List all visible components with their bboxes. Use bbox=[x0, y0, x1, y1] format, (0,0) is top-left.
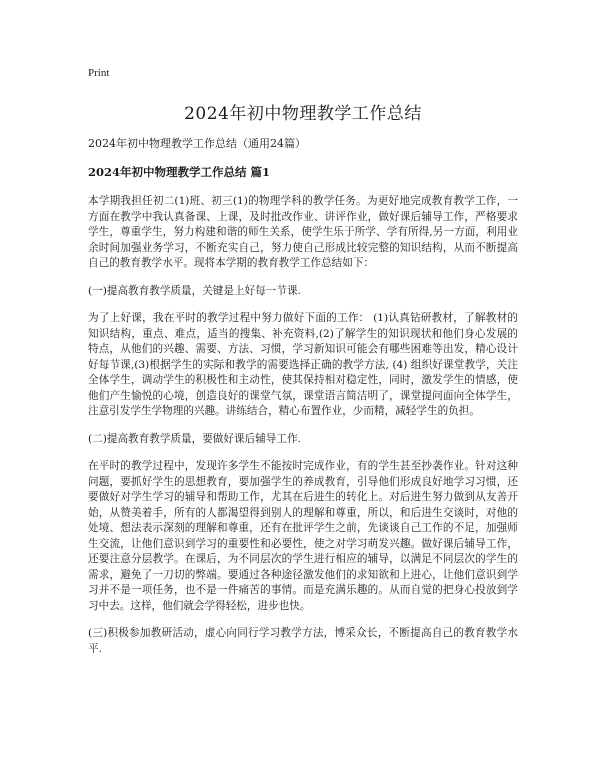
paragraph-point-2-heading: (二)提高教育教学质量，要做好课后辅导工作. bbox=[88, 432, 301, 445]
document-title: 2024年初中物理教学工作总结 bbox=[184, 104, 422, 124]
paragraph-point-2-body: 在平时的教学过程中，发现许多学生不能按时完成作业，有的学生甚至抄袭作业。针对这种问题，要抓好学生的思想教育，要加强学生的养成教育，引导他们形成良好地学习习惯，还要做好对学生学习的辅导和帮助工作，尤其在后进生的转化上。对后进生努力做到从友善开始，从赞美着手，所有的人都渴望得到别人的理解和尊重，所以，和后进生交谈时，对他的处境、想法表示深刻的理解和尊重，还有在批评学生之前，先谈谈自己工作的不足，加强师生交流，让他们意识到学习的重要性和必要性，使之对学习萌发兴趣。做好课后辅导工作，还要注意分层教学。在课后，为不同层次的学生进行相应的辅导，以满足不同层次的学生的需求，避免了一刀切的弊端。要通过各种途径激发他们的求知欲和上进心，让他们意识到学习并不是一项任务，也不是一件痛苦的事情。而是充满乐趣的。从而自觉的把身心投放到学习中去。这样，他们就会学得轻松，进步也快。 bbox=[88, 460, 518, 612]
document-subtitle: 2024年初中物理教学工作总结（通用24篇） bbox=[88, 137, 306, 150]
paragraph-point-3-heading: (三)积极参加教研活动，虚心向同行学习教学方法，博采众长，不断提高自己的教育教学水平. bbox=[88, 627, 518, 655]
paragraph-point-1-heading: (一)提高教育教学质量，关键是上好每一节课. bbox=[88, 284, 301, 297]
paragraph-point-1-body: 为了上好课，我在平时的教学过程中努力做好下面的工作： (1)认真钻研教材，了解教材的知识结构，重点、难点，适当的搜集、补充资料,(2)了解学生的知识现状和他们身心发展的特点，从他们的兴趣、需要、方法、习惯，学习新知识可能会有哪些困难等出发，精心设计好每节课,(3)根据学生的实际和教学的需要选择正确的教学方法, (4) 组织好课堂教学，关注全体学生，调动学生的积极性和主动性，使其保持相对稳定性，同时，激发学生的情感，使他们产生愉悦的心境，创造良好的课堂气氛，课堂语言简洁明了，课堂提问面向全体学生，注意引发学生学物理的兴趣。讲练结合，精心布置作业，少而精，减轻学生的负担。 bbox=[88, 312, 518, 417]
document-page bbox=[88, 66, 518, 657]
paragraph-intro: 本学期我担任初二(1)班、初三(1)的物理学科的教学任务。为更好地完成教育教学工作，一方面在教学中我认真备课、上课，及时批改作业、讲评作业，做好课后辅导工作，严格要求学生，尊重学生，努力构建和谐的师生关系，使学生乐于所学、学有所得,另一方面，利用业余时间加强业务学习，不断充实自己，努力使自己形成比较完整的知识结构，从而不断提高自己的教育教学水平。现将本学期的教育教学工作总结如下： bbox=[88, 195, 518, 269]
section-heading: 2024年初中物理教学工作总结 篇1 bbox=[88, 165, 271, 179]
print-link[interactable]: Print bbox=[88, 67, 110, 79]
